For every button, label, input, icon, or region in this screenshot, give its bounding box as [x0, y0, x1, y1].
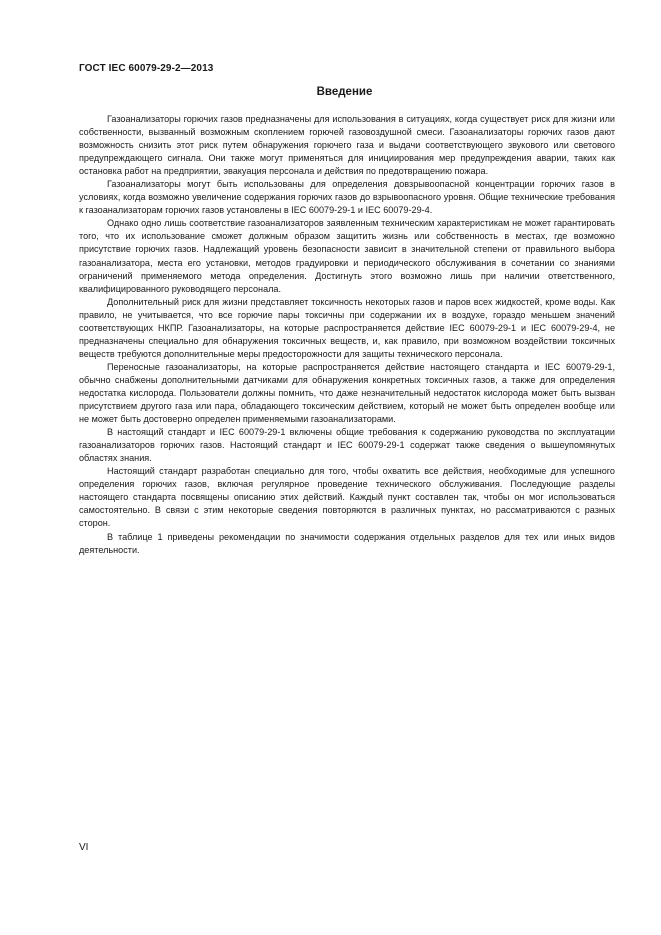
- section-title: Введение: [316, 86, 373, 98]
- paragraph: Газоанализаторы горючих газов предназначены для использования в ситуациях, когда существует риск для жизни или собственности, вызванный возможным скоплением горючей газовоздушной смеси. Газоанализаторы горючих газов дают возможность снизить этот риск путем обнаружения горючего газа и выдачи соответствующего звукового или светового предупреждающего сигнала. Они также могут применяться для инициирования мер предупреждения аварии, таких как остановка работ на предприятии, эвакуация персонала и действия по предотвращению пожара.: [79, 114, 615, 177]
- page-number: VI: [79, 842, 89, 853]
- paragraph: В таблице 1 приведены рекомендации по значимости содержания отдельных разделов для тех или иных видов деятельности.: [79, 531, 615, 555]
- body-text: [79, 113, 615, 557]
- paragraph: Однако одно лишь соответствие газоанализаторов заявленным техническим характеристикам не может гарантировать того, что их использование сможет должным образом защитить жизнь или собственность в местах, где возможно присутствие горючих газов. Надлежащий уровень безопасности зависит в значительной степени от правильного выбора газоанализатора, места его установки, методов градуировки и периодического обслуживания в сочетании со знаниями ограничений применяемого метода определения. Достигнуть этого возможно лишь при наличии ответственного, квалифицированного руководящего персонала.: [79, 218, 615, 294]
- paragraph: Газоанализаторы могут быть использованы для определения довзрывоопасной концентрации горючих газов в условиях, когда возможно увеличение содержания горючих газов до взрывоопасного уровня. Общие технические требования к газоанализаторам горючих газов установлены в IEC 60079-29-1 и IEC 60079-29-4.: [79, 179, 615, 216]
- paragraph: Дополнительный риск для жизни представляет токсичность некоторых газов и паров всех жидкостей, кроме воды. Как правило, не учитывается, что все горючие пары токсичны при содержании их в воздухе, гораздо меньшем значений соответствующих НКПР. Газоанализаторы, на которые распространяется действие IEC 60079-29-1 и IEC 60079-29-4, не предназначены специально для обнаружения токсичных веществ, и, как правило, при возможном воздействии токсичных веществ требуются дополнительные меры предосторожности для защиты технического персонала.: [79, 296, 615, 359]
- paragraph: Переносные газоанализаторы, на которые распространяется действие настоящего стандарта и IEC 60079-29-1, обычно снабжены дополнительными датчиками для обнаружения конкретных токсичных газов, а также для определения недостатка кислорода. Пользователи должны помнить, что даже незначительный недостаток кислорода может быть вызван присутствием другого газа или пара, обладающего токсическим действием, который не может быть определен вообще или не может быть достоверно определен применяемыми газоанализаторами.: [79, 361, 615, 425]
- paragraph: Настоящий стандарт разработан специально для того, чтобы охватить все действия, необходимые для успешного определения горючих газов, включая регулярное проведение технического обслуживания. Последующие разделы настоящего стандарта посвящены описанию этих действий. Каждый пункт составлен так, чтобы он мог использоваться самостоятельно. В связи с этим некоторые сведения повторяются в различных пунктах, но рассматриваются с разных сторон.: [79, 466, 615, 529]
- paragraph: В настоящий стандарт и IEC 60079-29-1 включены общие требования к содержанию руководства по эксплуатации газоанализаторов горючих газов. Настоящий стандарт и IEC 60079-29-1 содержат также сведения о вышеупомянутых областях знания.: [79, 427, 615, 464]
- document-header: ГОСТ IEC 60079-29-2—2013: [79, 63, 214, 74]
